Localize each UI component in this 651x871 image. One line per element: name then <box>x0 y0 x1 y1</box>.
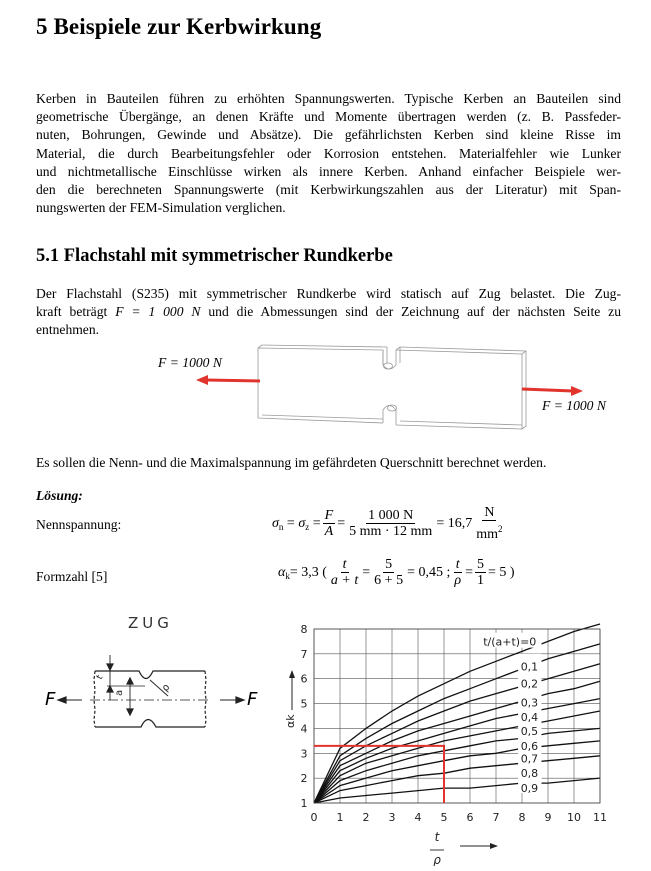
curve-0-1 <box>314 644 600 803</box>
dim-rho-label: ρ <box>159 681 173 694</box>
dim-a-label: a <box>114 689 125 696</box>
intro-line: Material, die durch Bearbeitungsfehler oder Korrosion entstehen. Materialfehler wie Lunker <box>36 145 621 161</box>
curve-label: 0,9 <box>520 782 539 796</box>
intro-line: Kerben in Bauteilen führen zu erhöhten Spannungswerten. Typische Kerben an Bauteilen sind <box>36 91 621 106</box>
section-description <box>36 285 621 340</box>
chapter-title: 5 Beispiele zur Kerbwirkung <box>36 14 322 39</box>
y-tick-label: 1 <box>300 797 308 810</box>
curve-label: 0,6 <box>520 739 539 753</box>
fraction-force-area: $\frac{1 000 N}{5 mm \cdot 12 mm}$ <box>349 508 433 539</box>
curve-0-3 <box>314 681 600 803</box>
x-tick-label: 10 <box>567 811 581 824</box>
unit-n-per-mm2: $\frac{N}{mm^2}$ <box>476 505 503 542</box>
curve-label: 0,5 <box>520 724 539 738</box>
desc-line: Der Flachstahl (S235) mit symmetrischer Rundkerbe wird statisch auf Zug belastet. Die Zug- <box>36 286 621 301</box>
x-tick-label: 5 <box>440 811 448 824</box>
task-text: Es sollen die Nenn- und die Maximalspannung im gefährdeten Querschnitt berechnet werden. <box>36 455 547 470</box>
x-tick-label: 3 <box>388 811 396 824</box>
intro-line: nuten, Bohrungen, Gewinde und Absätze). Die gefährlichsten Kerben sind kleine Risse im <box>36 127 621 143</box>
curve-label: 0,3 <box>520 696 539 710</box>
curve-label: 0,8 <box>520 767 539 781</box>
y-tick-label: 6 <box>300 672 308 686</box>
formzahl-value: = 3,3 ( <box>289 565 327 580</box>
x-tick-label: 6 <box>466 811 474 824</box>
curve-label: 0,7 <box>520 752 539 766</box>
curve-0-9 <box>314 778 600 803</box>
x-tick-label: 8 <box>518 811 526 824</box>
dim-t-label: t <box>94 673 106 682</box>
curve-label: 0,2 <box>520 677 539 691</box>
x-tick-label: 0 <box>310 811 318 824</box>
force-label-left: F = 1000 N <box>158 355 222 370</box>
ratio-result-2: = 5 ) <box>488 565 515 580</box>
curve-0-6 <box>314 728 600 803</box>
y-tick-label: 2 <box>300 772 308 786</box>
nominal-stress-label: Nennspannung: <box>36 517 122 532</box>
force-arrow-right <box>522 386 583 396</box>
fraction-5-over-1: $\frac{5}{1}$ <box>477 557 485 588</box>
curve-label: 0,1 <box>520 660 539 674</box>
ratio-result: = 0,45 ; <box>407 565 451 580</box>
force-arrow-left <box>196 375 260 385</box>
intro-line: nungswerten der FEM-Simulation verglichen. <box>36 200 286 216</box>
nominal-stress-value: = 16,7 <box>436 516 473 531</box>
y-tick-label: 5 <box>300 697 308 711</box>
desc-line <box>36 303 621 321</box>
force-label-sketch-right: F <box>247 689 258 710</box>
solution-label: Lösung: <box>36 488 83 503</box>
y-tick-label: 3 <box>300 747 308 761</box>
formzahl-chart <box>280 600 620 866</box>
y-axis-label: αk <box>284 714 297 728</box>
force-label-sketch-left: F <box>45 689 56 710</box>
curve-0-7 <box>314 741 600 803</box>
sigma-z: $\sigma_z$ <box>298 516 310 532</box>
intro-line: geometrische Übergänge, an denen Kräfte und Momente übertragen werden (z. B. Passfeder- <box>36 109 621 125</box>
x-tick-label: 11 <box>593 811 607 824</box>
force-label-right: F = 1000 N <box>542 398 606 413</box>
intro-line: und nichtmetallische Einschlüsse wirken als innere Kerben. Anhand einfacher Beispiele wer- <box>36 163 621 179</box>
fraction-f-over-a: $\frac{F}{A}$ <box>324 508 334 539</box>
curve-label: t/(a+t)=0 <box>483 635 537 649</box>
y-tick-label: 8 <box>300 623 308 636</box>
intro-line: den die berechneten Spannungswerte (mit Kerbwirkungszahlen aus der Literatur) mit Span- <box>36 182 621 198</box>
chart-grid <box>314 629 600 803</box>
plate-figure <box>150 335 630 445</box>
chart-canvas <box>280 600 620 866</box>
curve-0 <box>314 624 600 803</box>
x-tick-label: 4 <box>414 811 422 824</box>
section-title: 5.1 Flachstahl mit symmetrischer Rundkerbe <box>36 246 393 266</box>
x-tick-label: 2 <box>362 811 370 824</box>
fraction-t-over-rho: $\frac{t}{\rho}$ <box>454 557 462 588</box>
desc-text: kraft beträgt <box>36 304 116 320</box>
x-axis-label-num: t <box>434 830 440 844</box>
force-inline-math: F = 1 000 N <box>115 304 201 320</box>
sigma-n: $\sigma_n$ <box>272 516 284 532</box>
fraction-t-over-a-plus-t: $\frac{t}{a + t}$ <box>330 557 359 588</box>
notched-plate-drawing <box>150 335 630 445</box>
formzahl-equation: $\alpha_k$ = 3,3 ( $\frac{t}{a + t}$ = $\frac{5}{6 + 5}$ = 0,45 ; $\frac{t}{\rho}$ = $\frac{5}{1}$ = 5 ) <box>278 557 515 588</box>
y-tick-label: 4 <box>300 722 308 736</box>
alpha-k: $\alpha_k$ <box>278 565 290 581</box>
x-tick-label: 9 <box>544 811 552 824</box>
desc-line: entnehmen. <box>36 322 100 338</box>
desc-text: und die Abmessungen sind der Zeichnung auf der nächsten Seite zu <box>200 304 621 320</box>
fraction-5-over-11: $\frac{5}{6 + 5}$ <box>374 557 404 588</box>
formzahl-label: Formzahl [5] <box>36 569 108 584</box>
x-axis-label-den: ρ <box>433 853 441 866</box>
nominal-stress-equation: $\sigma_n$ = $\sigma_z$ = $\frac{F}{A}$ = $\frac{1 000 N}{5 mm \cdot 12 mm}$ = 16,7 $\frac{N}{mm^2}$ <box>272 505 503 542</box>
intro-paragraph <box>36 90 621 217</box>
x-tick-label: 1 <box>336 811 344 824</box>
y-tick-label: 7 <box>300 647 308 661</box>
curve-label: 0,4 <box>520 711 539 725</box>
tension-sketch <box>20 600 280 760</box>
sketch-title: ZUG <box>128 614 173 632</box>
x-tick-label: 7 <box>492 811 500 824</box>
